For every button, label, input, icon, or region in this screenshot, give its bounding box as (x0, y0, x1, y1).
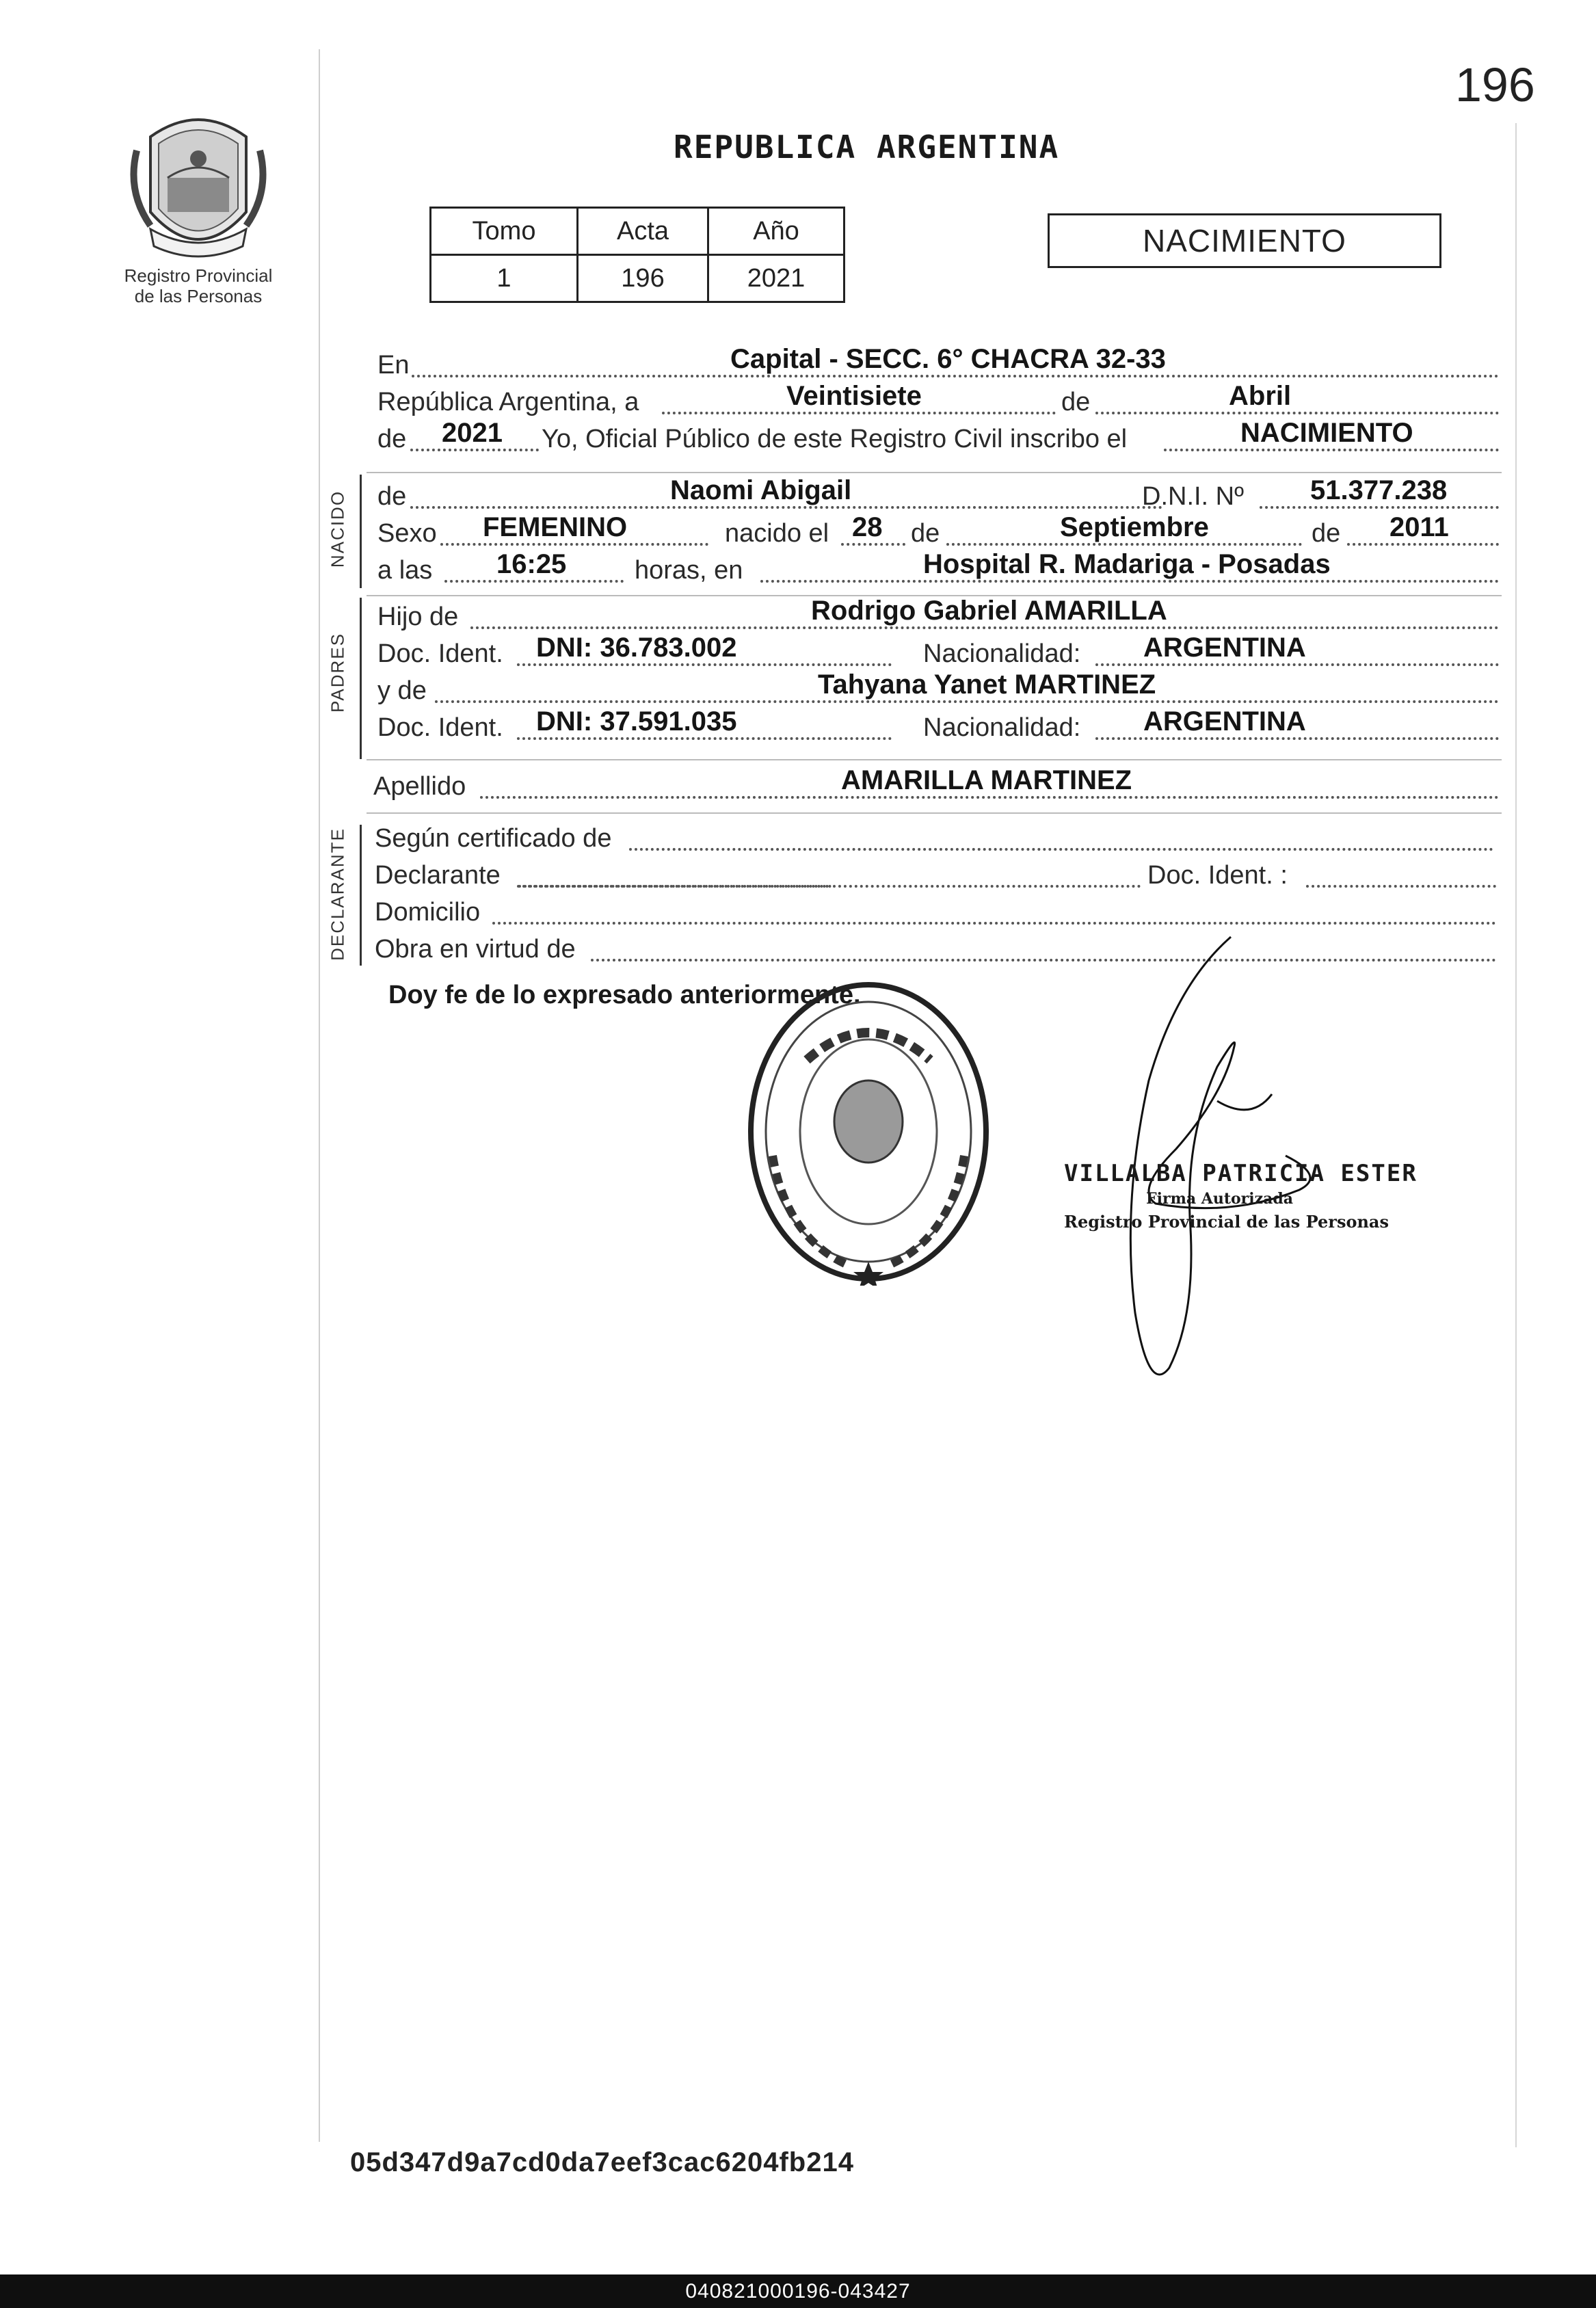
label-a-las: a las (377, 556, 433, 585)
registry-label-line-1: Registro Provincial (124, 265, 273, 286)
signatory-name: VILLALBA PATRICIA ESTER (1064, 1160, 1418, 1187)
label-domicilio: Domicilio (375, 898, 481, 927)
label-de-anio: de (377, 425, 407, 453)
line-nombre (377, 475, 1499, 516)
page-number: 196 (1455, 58, 1535, 111)
record-type-box: NACIMIENTO (1048, 213, 1441, 268)
closing-statement: Doy fe de lo expresado anteriormente. (388, 981, 861, 1009)
value-mes-acta: Abril (1229, 381, 1292, 411)
separator (367, 472, 1502, 473)
value-dia-acta: Veintisiete (786, 381, 922, 411)
label-nacionalidad-madre: Nacionalidad: (923, 713, 1081, 742)
registry-label-line-2: de las Personas (134, 286, 263, 306)
separator (367, 812, 1502, 814)
declarante-bracket (360, 825, 362, 966)
label-oficial: Yo, Oficial Público de este Registro Civil inscribo el (542, 425, 1128, 453)
line-domicilio (375, 894, 1496, 931)
label-hijo-de: Hijo de (377, 602, 459, 631)
line-hijo-de (377, 596, 1499, 636)
value-madre-doc: DNI: 37.591.035 (536, 706, 737, 737)
line-padre-doc (377, 633, 1499, 673)
label-y-de: y de (377, 676, 427, 705)
label-nacionalidad-padre: Nacionalidad: (923, 639, 1081, 668)
label-doc-madre: Doc. Ident. (377, 713, 503, 742)
line-hora-lugar (377, 549, 1499, 589)
value-apellido: AMARILLA MARTINEZ (841, 765, 1132, 795)
record-header-tomo: Tomo (431, 208, 578, 255)
line-madre-doc (377, 706, 1499, 747)
line-en (377, 344, 1499, 384)
value-lugar-acta: Capital - SECC. 6° CHACRA 32-33 (730, 344, 1166, 374)
misiones-emblem-icon (123, 109, 274, 267)
document-hash: 05d347d9a7cd0da7eef3cac6204fb214 (350, 2147, 854, 2177)
line-declarante (375, 858, 1496, 894)
registry-label (103, 265, 294, 306)
value-sexo: FEMENINO (483, 512, 628, 542)
value-dni: 51.377.238 (1310, 475, 1448, 505)
padres-bracket (360, 598, 362, 759)
section-label-declarante: DECLARANTE (327, 827, 348, 961)
value-padre-doc: DNI: 36.783.002 (536, 633, 737, 663)
section-label-padres: PADRES (327, 633, 348, 713)
label-de-mes-nacimiento: de (911, 519, 940, 548)
label-de-anio-nacimiento: de (1312, 519, 1341, 548)
value-lugar-nacimiento: Hospital R. Madariga - Posadas (923, 549, 1331, 579)
nacido-bracket (360, 475, 362, 588)
value-padre: Rodrigo Gabriel AMARILLA (811, 596, 1167, 626)
signatory-org: Registro Provincial de las Personas (1064, 1212, 1389, 1232)
document-title: REPUBLICA ARGENTINA (674, 129, 1060, 165)
separator (367, 759, 1502, 760)
label-horas-en: horas, en (635, 556, 743, 585)
label-segun-certificado: Según certificado de (375, 824, 612, 853)
label-nacido-el: nacido el (725, 519, 829, 548)
value-padre-nacionalidad: ARGENTINA (1143, 633, 1306, 663)
value-anio-nacimiento: 2011 (1389, 512, 1449, 542)
value-madre: Tahyana Yanet MARTINEZ (818, 669, 1156, 700)
value-nombre: Naomi Abigail (670, 475, 852, 505)
label-dni: D.N.I. Nº (1142, 482, 1244, 511)
record-value-tomo: 1 (431, 255, 578, 302)
label-sexo: Sexo (377, 519, 437, 548)
section-label-nacido: NACIDO (327, 490, 348, 568)
value-anio-acta: 2021 (442, 418, 503, 448)
value-tipo-acta: NACIMIENTO (1240, 418, 1413, 448)
record-table (429, 207, 845, 303)
value-mes-nacimiento: Septiembre (1060, 512, 1209, 542)
line-anio-oficial (377, 418, 1499, 458)
signature-block (1064, 1160, 1418, 1232)
label-en: En (377, 351, 410, 380)
line-y-de (377, 669, 1499, 710)
line-segun (375, 821, 1496, 858)
record-value-anio: 2021 (708, 255, 844, 302)
value-hora: 16:25 (496, 549, 567, 579)
registry-seal-icon (745, 978, 992, 1286)
label-republica: República Argentina, a (377, 388, 639, 416)
label-doc-padre: Doc. Ident. (377, 639, 503, 668)
record-value-acta: 196 (578, 255, 708, 302)
label-doc-declarante: Doc. Ident. : (1147, 861, 1288, 890)
line-apellido (373, 765, 1495, 806)
right-margin-rule (1515, 123, 1517, 2147)
label-de-nombre: de (377, 482, 407, 511)
value-dia-nacimiento: 28 (852, 512, 883, 542)
line-republica (377, 381, 1499, 421)
line-sexo (377, 512, 1499, 553)
label-apellido: Apellido (373, 772, 466, 801)
record-header-anio: Año (708, 208, 844, 255)
footer-code-bar: 040821000196-043427 (0, 2274, 1596, 2308)
label-declarante: Declarante (375, 861, 501, 890)
left-margin-rule (319, 49, 320, 2142)
label-obra-en-virtud: Obra en virtud de (375, 935, 576, 964)
label-de-mes: de (1061, 388, 1091, 416)
value-madre-nacionalidad: ARGENTINA (1143, 706, 1306, 737)
record-header-acta: Acta (578, 208, 708, 255)
signatory-role: Firma Autorizada (1146, 1190, 1293, 1208)
